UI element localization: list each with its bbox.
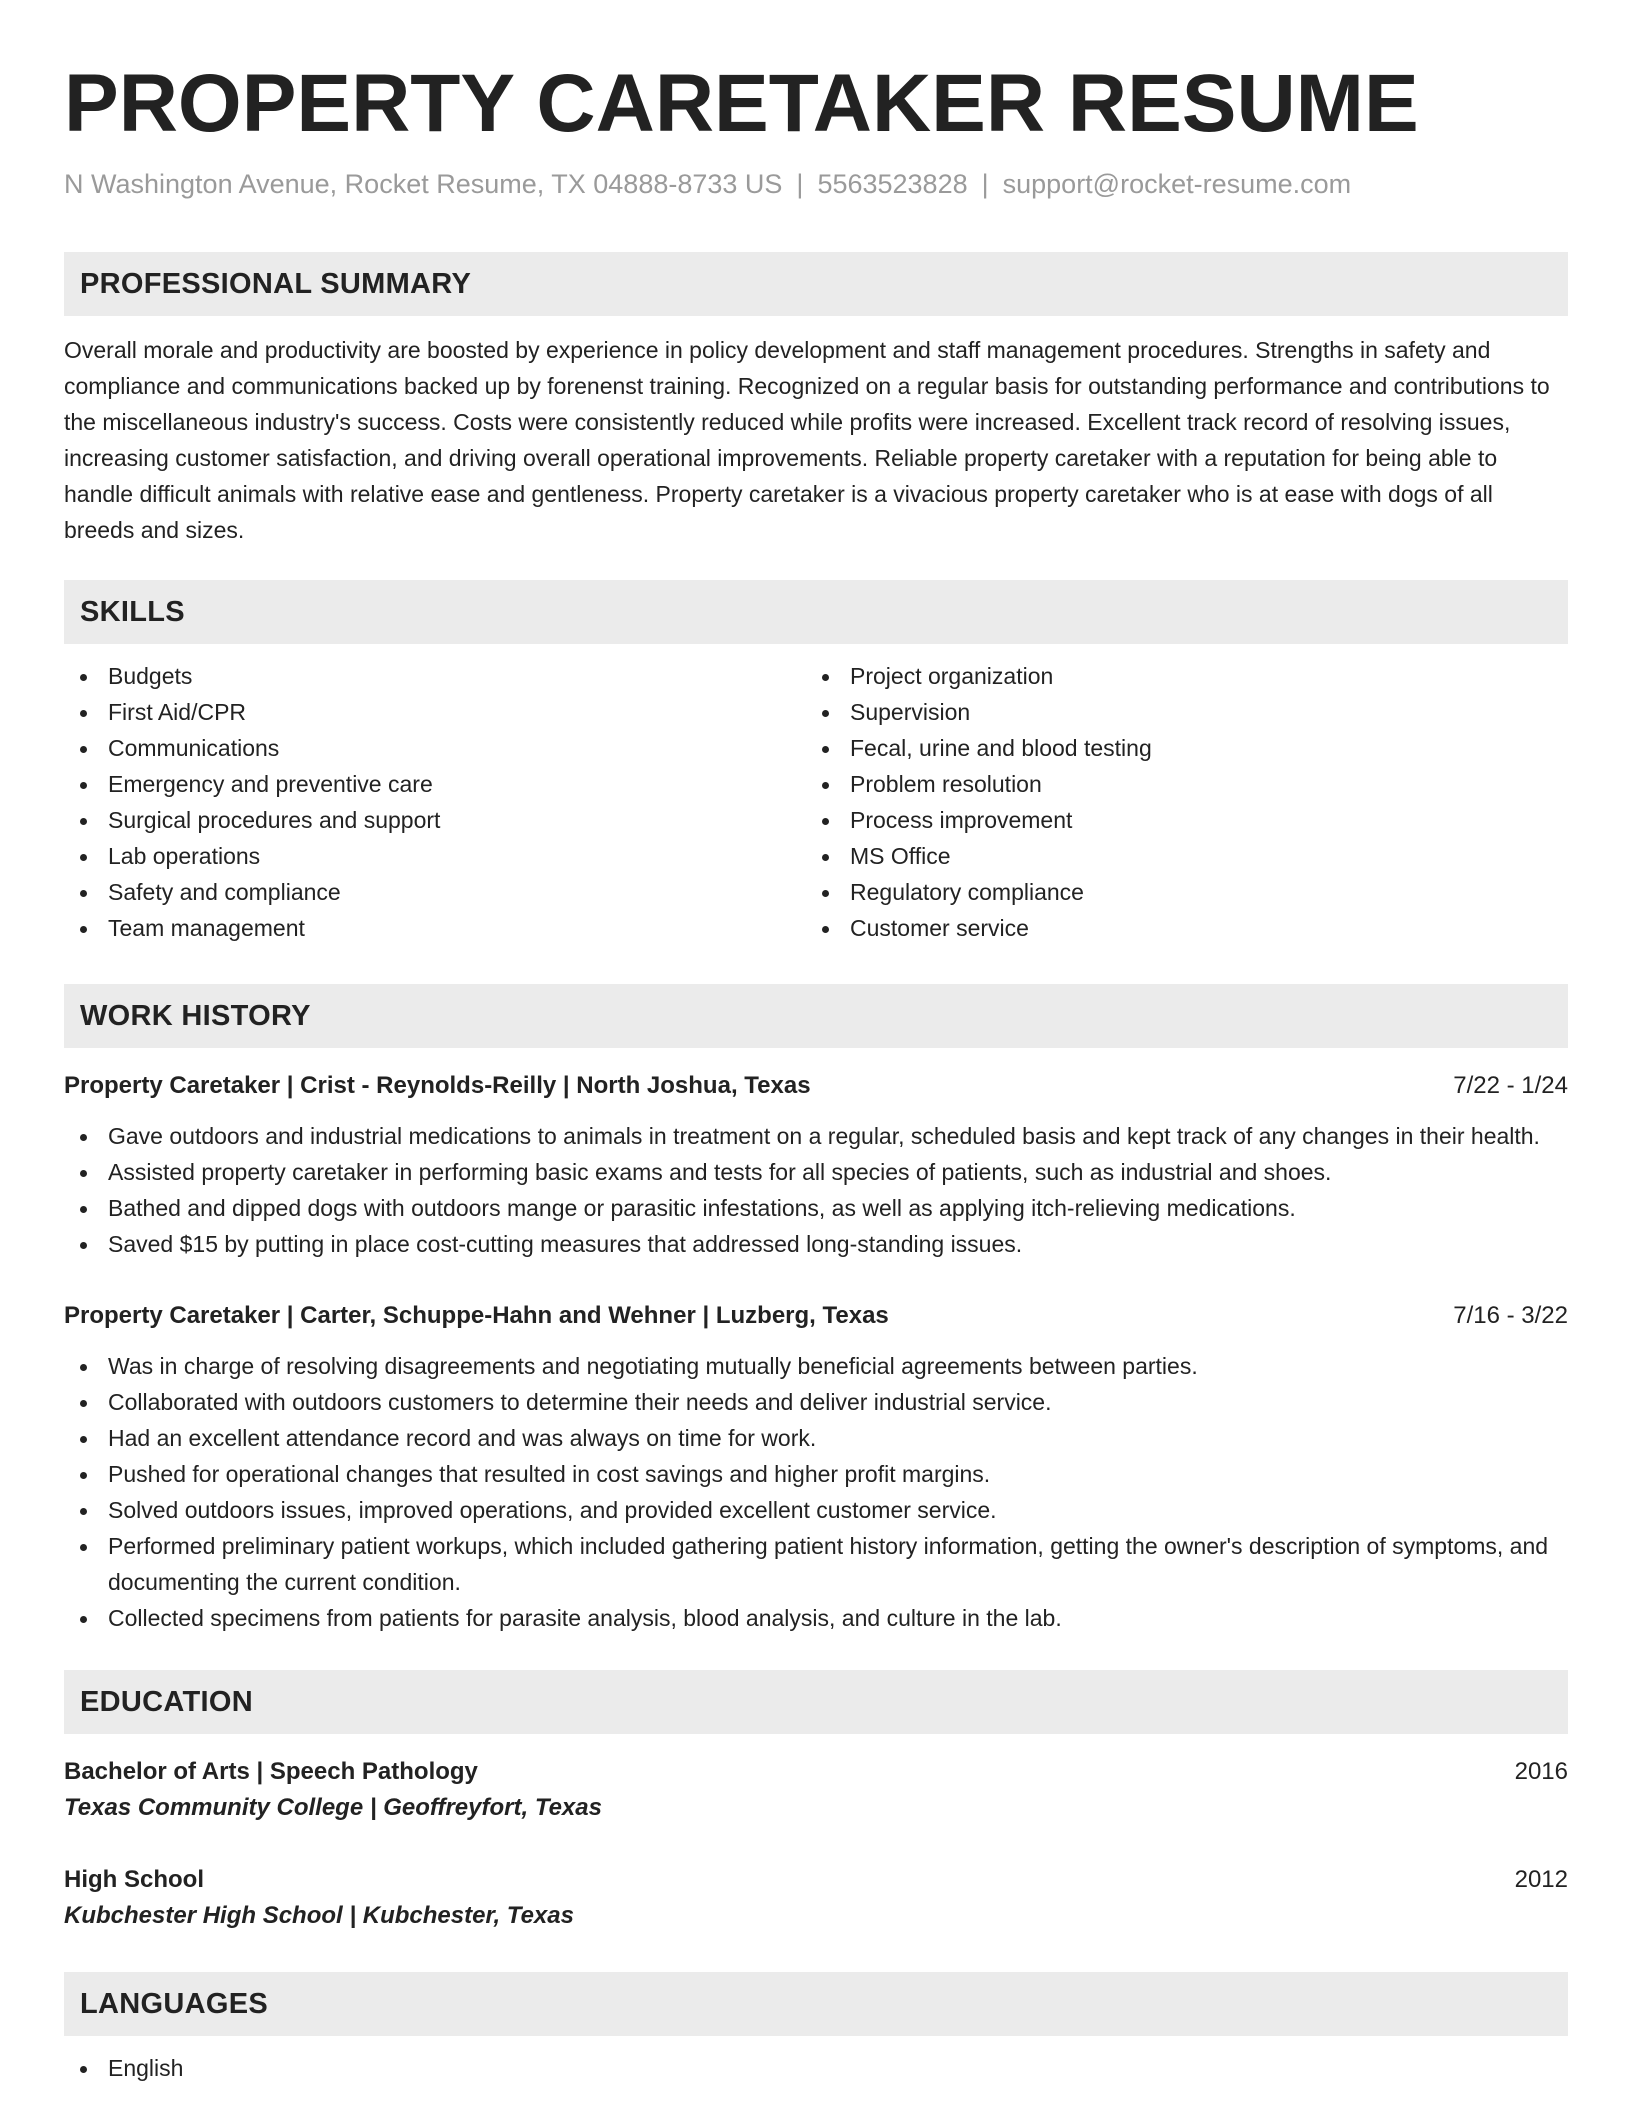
skill-item: Lab operations [64,838,806,874]
job-bullet-list [64,1348,1568,1636]
skill-item: Process improvement [806,802,1548,838]
job-dates: 7/16 - 3/22 [1453,1302,1568,1329]
section-header-skills: SKILLS [64,580,1568,644]
job-bullet: Had an excellent attendance record and was always on time for work. [64,1420,1568,1456]
education-year: 2012 [1514,1866,1568,1893]
skill-item: First Aid/CPR [64,694,806,730]
education-header [64,1862,1568,1898]
job-dates: 7/22 - 1/24 [1453,1072,1568,1099]
skill-item: Surgical procedures and support [64,802,806,838]
job-bullet: Assisted property caretaker in performing basic exams and tests for all species of patients, such as industrial and shoes. [64,1154,1568,1190]
job-bullet: Performed preliminary patient workups, which included gathering patient history information, getting the owner's description of symptoms, and documenting the current condition. [64,1528,1568,1600]
education-header [64,1754,1568,1790]
job-bullet: Solved outdoors issues, improved operations, and provided excellent customer service. [64,1492,1568,1528]
skill-item: MS Office [806,838,1548,874]
education-degree: Bachelor of Arts | Speech Pathology [64,1758,478,1785]
job-bullet: Pushed for operational changes that resulted in cost savings and higher profit margins. [64,1456,1568,1492]
job-bullet: Saved $15 by putting in place cost-cutting measures that addressed long-standing issues. [64,1226,1568,1262]
section-header-languages: LANGUAGES [64,1972,1568,2036]
job-bullet: Was in charge of resolving disagreements and negotiating mutually beneficial agreements between parties. [64,1348,1568,1384]
education-degree: High School [64,1866,204,1893]
summary-text: Overall morale and productivity are boosted by experience in policy development and staff management procedures. Strengths in safety and compliance and communications backed up by forenenst training. Recognized on a regular basis for outstanding performance and contributions to the miscellaneous industry's success. Costs were consistently reduced while profits were increased. Excellent track record of resolving issues, increasing customer satisfaction, and driving overall operational improvements. Reliable property caretaker with a reputation for being able to handle difficult animals with relative ease and gentleness. Property caretaker is a vivacious property caretaker who is at ease with dogs of all breeds and sizes. [64,337,1550,543]
education-school: Texas Community College | Geoffreyfort, Texas [64,1794,602,1821]
skill-item: Communications [64,730,806,766]
education-entry [64,1862,1568,1934]
skill-item: Customer service [806,910,1548,946]
skill-item: Team management [64,910,806,946]
job-bullet: Collected specimens from patients for parasite analysis, blood analysis, and culture in the lab. [64,1600,1568,1636]
language-list [64,2050,1568,2086]
job-bullet: Bathed and dipped dogs with outdoors mange or parasitic infestations, as well as applying itch-relieving medications. [64,1190,1568,1226]
education-school: Kubchester High School | Kubchester, Texas [64,1902,574,1929]
contact-phone: 5563523828 [817,169,968,199]
contact-separator: | [796,169,804,199]
skill-item: Fecal, urine and blood testing [806,730,1548,766]
contact-separator: | [981,169,989,199]
skill-item: Budgets [64,658,806,694]
language-item: English [64,2050,1568,2086]
section-header-education: EDUCATION [64,1670,1568,1734]
job-bullet: Collaborated with outdoors customers to determine their needs and deliver industrial service. [64,1384,1568,1420]
section-header-summary: PROFESSIONAL SUMMARY [64,252,1568,316]
job-bullet: Gave outdoors and industrial medications to animals in treatment on a regular, scheduled basis and kept track of any changes in their health. [64,1118,1568,1154]
skill-item: Regulatory compliance [806,874,1548,910]
skill-item: Safety and compliance [64,874,806,910]
job-entry [64,1298,1568,1636]
education-year: 2016 [1514,1758,1568,1785]
contact-address: N Washington Avenue, Rocket Resume, TX 04888-8733 US [64,169,783,199]
skill-item: Supervision [806,694,1548,730]
skill-item: Project organization [806,658,1548,694]
skills-column-right [806,658,1548,946]
job-entry [64,1068,1568,1262]
job-title: Property Caretaker | Crist - Reynolds-Reilly | North Joshua, Texas [64,1072,811,1099]
skills-column-left [64,658,806,946]
resume-title: PROPERTY CARETAKER RESUME [64,58,1419,149]
section-header-work-history: WORK HISTORY [64,984,1568,1048]
skills-grid [64,658,1568,946]
job-title: Property Caretaker | Carter, Schuppe-Hahn and Wehner | Luzberg, Texas [64,1302,889,1329]
contact-email: support@rocket-resume.com [1002,169,1352,199]
contact-line [64,166,1568,202]
skill-item: Emergency and preventive care [64,766,806,802]
skill-item: Problem resolution [806,766,1548,802]
job-header [64,1068,1568,1104]
job-bullet-list [64,1118,1568,1262]
education-entry [64,1754,1568,1826]
job-header [64,1298,1568,1334]
